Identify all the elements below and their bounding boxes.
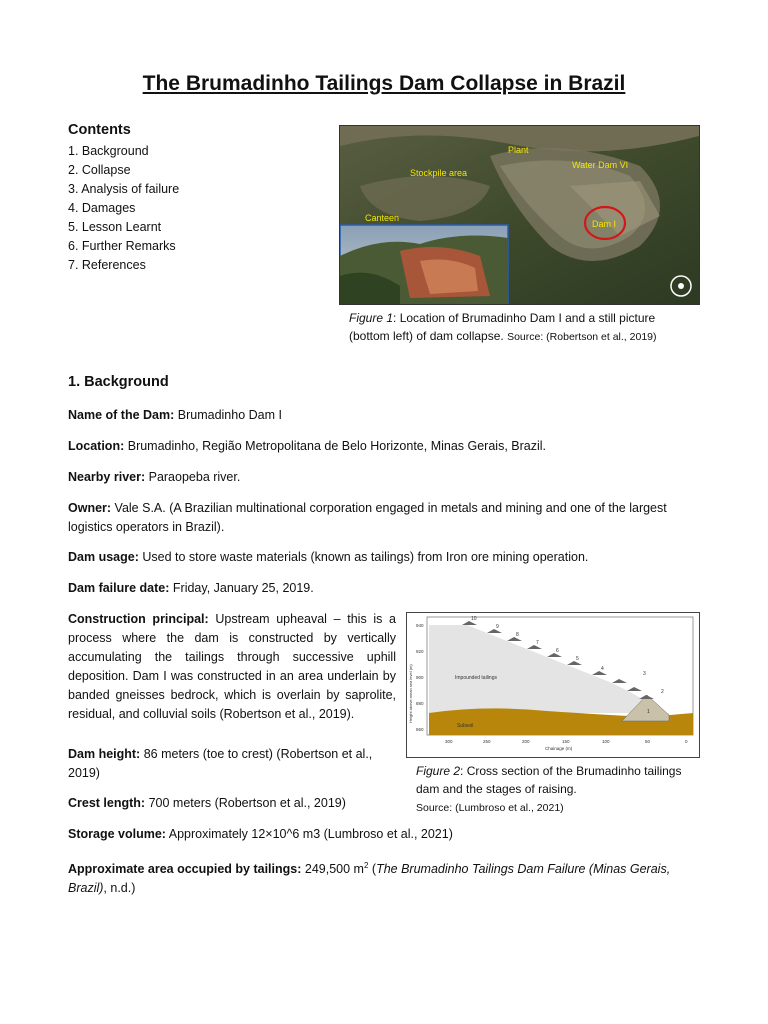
field-label: Nearby river: bbox=[68, 470, 146, 484]
field-value: Approximately 12×10^6 m3 (Lumbroso et al., 2021) bbox=[168, 827, 453, 841]
y-tick: 900 bbox=[416, 675, 424, 680]
label-subsoil: Subsoil bbox=[457, 723, 474, 729]
label-water-dam: Water Dam VI bbox=[572, 160, 629, 170]
x-tick: 0 bbox=[685, 739, 688, 744]
label-dam: Dam I bbox=[592, 219, 617, 229]
contents-item: 4. Damages bbox=[68, 201, 136, 215]
figure-2-cross-section bbox=[406, 612, 700, 758]
label-canteen: Canteen bbox=[365, 213, 400, 223]
field-dam-height bbox=[68, 745, 396, 783]
field-label: Name of the Dam: bbox=[68, 408, 175, 422]
field-construction bbox=[68, 610, 396, 724]
label-stockpile: Stockpile area bbox=[410, 168, 468, 178]
stage-label: 9 bbox=[496, 624, 499, 630]
superscript: 2 bbox=[363, 861, 369, 870]
stage-label: 7 bbox=[536, 640, 539, 646]
field-owner bbox=[68, 499, 688, 537]
label-plant: Plant bbox=[508, 145, 529, 155]
section-heading-background: 1. Background bbox=[68, 374, 169, 390]
x-tick: 150 bbox=[562, 739, 570, 744]
field-value: 249,500 m bbox=[304, 862, 364, 877]
stage-label: 10 bbox=[471, 616, 477, 622]
stage-label: 2 bbox=[661, 689, 664, 695]
x-tick: 200 bbox=[522, 739, 530, 744]
contents-item: 2. Collapse bbox=[68, 163, 131, 177]
x-tick: 100 bbox=[602, 739, 610, 744]
table-of-contents bbox=[68, 122, 179, 275]
field-value: Paraopeba river. bbox=[148, 470, 241, 484]
figure-2-caption-text: : Cross section of the Brumadinho tailings dam and the stages of raising. bbox=[416, 764, 682, 796]
inset-collapse-photo bbox=[340, 225, 508, 304]
field-label: Location: bbox=[68, 439, 125, 453]
stage-label: 5 bbox=[576, 656, 579, 662]
field-label: Storage volume: bbox=[68, 827, 166, 841]
x-tick: 50 bbox=[645, 739, 651, 744]
y-tick: 920 bbox=[416, 649, 424, 654]
contents-heading: Contents bbox=[68, 122, 131, 138]
field-label: Dam usage: bbox=[68, 550, 139, 564]
stage-label: 8 bbox=[516, 632, 519, 638]
x-tick: 250 bbox=[483, 739, 491, 744]
reference-open: ( bbox=[371, 862, 377, 877]
contents-item: 3. Analysis of failure bbox=[68, 182, 180, 196]
stage-label: 1 bbox=[647, 709, 650, 715]
figure-1-caption-text: : Location of Brumadinho Dam I and a still picture (bottom left) of dam collapse. bbox=[349, 311, 656, 343]
contents-item: 5. Lesson Learnt bbox=[68, 220, 162, 234]
field-storage-volume bbox=[68, 825, 688, 844]
field-dam-name bbox=[68, 406, 688, 425]
stage-label: 4 bbox=[601, 666, 604, 672]
aerial-image bbox=[340, 126, 699, 304]
field-value: 86 meters (toe to crest) (Robertson et al., 2019) bbox=[68, 747, 373, 780]
y-tick: 940 bbox=[416, 623, 424, 628]
label-impounded-tailings: Impounded tailings bbox=[455, 675, 497, 681]
figure-2-label: Figure 2 bbox=[416, 764, 461, 778]
figure-2-source: Source: (Lumbroso et al., 2021) bbox=[416, 802, 564, 814]
field-value: 700 meters (Robertson et al., 2019) bbox=[148, 796, 346, 810]
field-failure-date bbox=[68, 579, 688, 598]
stage-label: 6 bbox=[556, 648, 559, 654]
figure-1-caption bbox=[349, 309, 699, 346]
y-tick: 880 bbox=[416, 701, 424, 706]
x-axis-ticks bbox=[445, 739, 688, 744]
figure-2-caption bbox=[416, 762, 701, 817]
contents-item: 6. Further Remarks bbox=[68, 239, 176, 253]
y-axis-ticks bbox=[416, 623, 424, 732]
field-label: Dam failure date: bbox=[68, 581, 170, 595]
field-nearby-river bbox=[68, 468, 688, 487]
y-tick: 860 bbox=[416, 727, 424, 732]
x-axis-label: Chainage (m) bbox=[545, 746, 573, 751]
y-axis-label: Height above mean sea level (m) bbox=[408, 664, 413, 723]
cross-section-diagram bbox=[407, 613, 699, 757]
field-dam-usage bbox=[68, 548, 688, 567]
field-label: Approximate area occupied by tailings: bbox=[68, 862, 302, 877]
field-value: Friday, January 25, 2019. bbox=[172, 581, 314, 595]
field-location bbox=[68, 437, 688, 456]
field-tailings-area bbox=[68, 856, 688, 898]
field-value: Used to store waste materials (known as tailings) from Iron ore mining operation. bbox=[142, 550, 589, 564]
field-value: Vale S.A. (A Brazilian multinational corporation engaged in metals and mining and one of the largest logistics operators in Brazil). bbox=[68, 501, 667, 534]
page-title: The Brumadinho Tailings Dam Collapse in Brazil bbox=[142, 72, 626, 95]
figure-1-label: Figure 1 bbox=[349, 311, 394, 325]
field-value: Upstream upheaval – this is a process where the dam is constructed by vertically accumulating the tailings through successive uphill deposition. Dam I was constructed in an area underlain by banded gneisses bedrock, which is overlain by saprolite, residual, and colluvial soils (Robertson et al., 2019). bbox=[68, 612, 397, 721]
stage-label: 3 bbox=[643, 671, 646, 677]
field-label: Crest length: bbox=[68, 796, 146, 810]
figure-1-aerial-photo bbox=[339, 125, 700, 305]
contents-item: 7. References bbox=[68, 258, 146, 272]
reference-end: , n.d.) bbox=[103, 881, 136, 896]
figure-1-source: Source: (Robertson et al., 2019) bbox=[507, 331, 657, 343]
field-label: Owner: bbox=[68, 501, 112, 515]
field-label: Construction principal: bbox=[68, 612, 209, 626]
contents-item: 1. Background bbox=[68, 144, 149, 158]
field-value: Brumadinho, Região Metropolitana de Belo Horizonte, Minas Gerais, Brazil. bbox=[127, 439, 546, 453]
field-value: Brumadinho Dam I bbox=[177, 408, 282, 422]
reference-title: The Brumadinho Tailings Dam Failure (Minas Gerais, Brazil) bbox=[68, 862, 671, 896]
x-tick: 300 bbox=[445, 739, 453, 744]
field-label: Dam height: bbox=[68, 747, 141, 761]
